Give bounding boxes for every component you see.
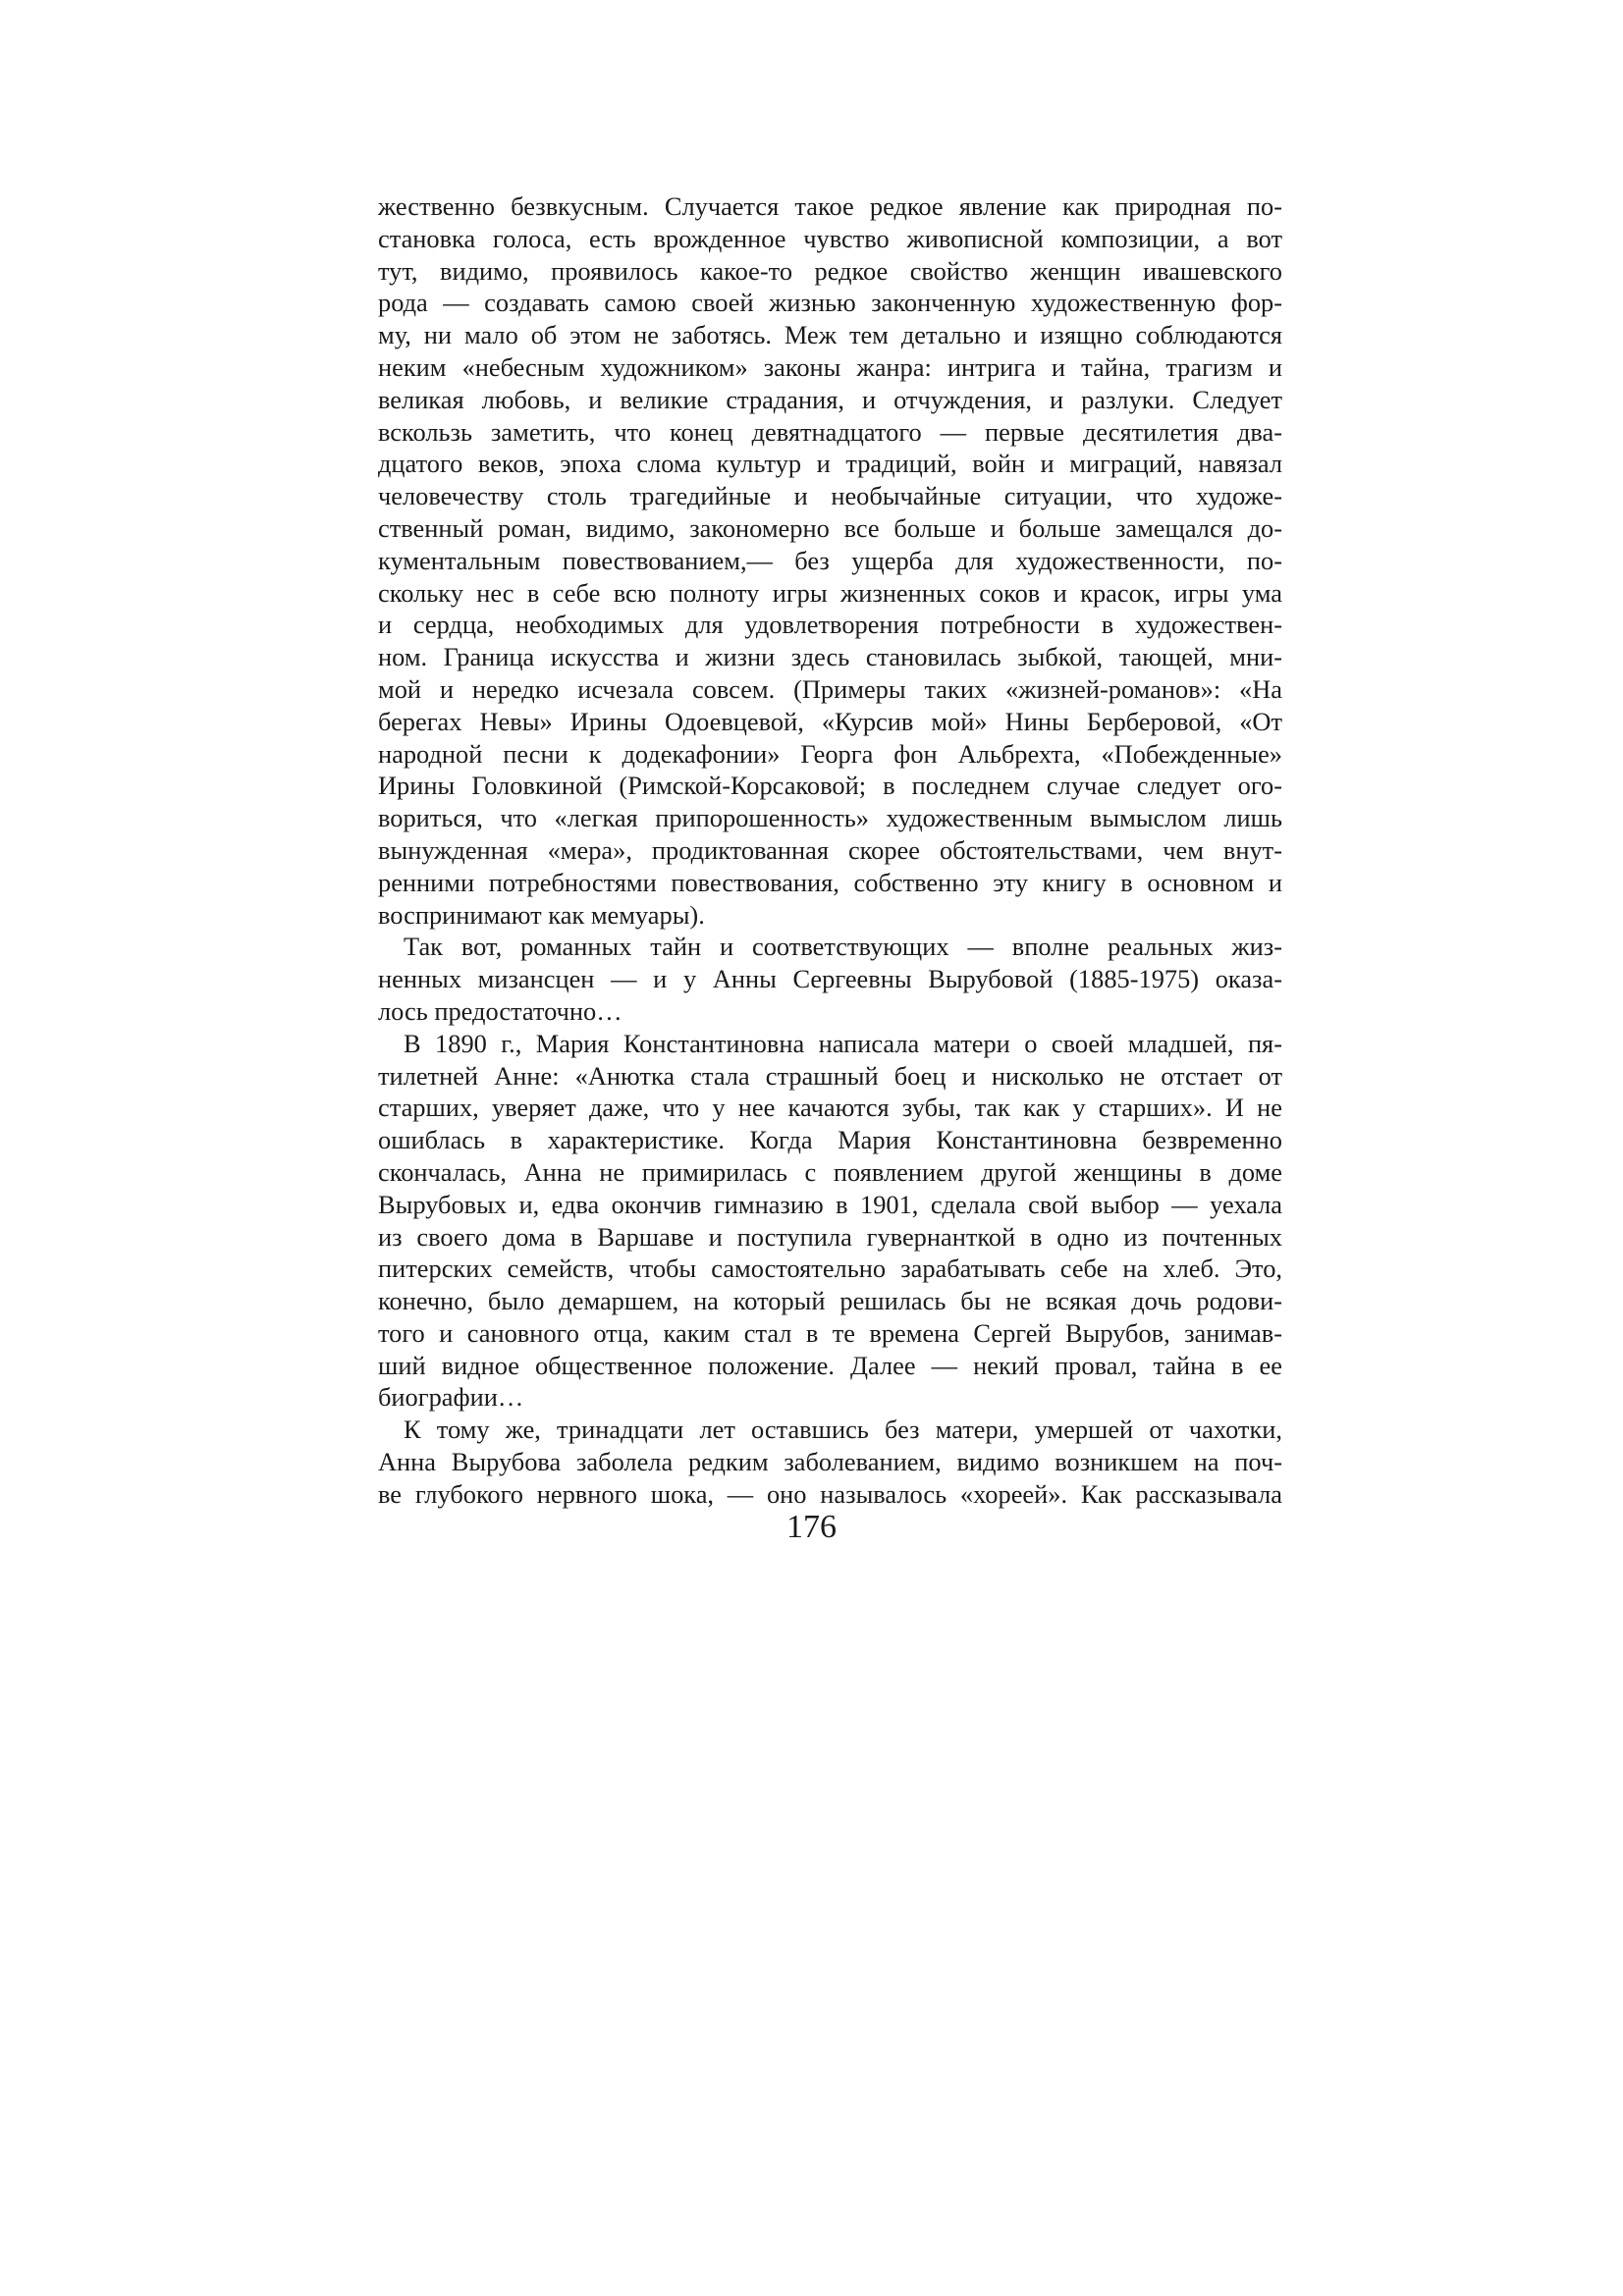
text-line: рода — создавать самою своей жизнью законченную художественную фор- (378, 288, 1282, 318)
body-text (378, 190, 1282, 1511)
text-line: того и сановного отца, каким стал в те времена Сергей Вырубов, занимав- (378, 1317, 1282, 1348)
text-line: великая любовь, и великие страдания, и отчуждения, и разлуки. Следует (378, 384, 1282, 414)
text-line: жественно безвкусным. Случается такое редкое явление как природная по- (378, 191, 1282, 221)
text-line: ший видное общественное положение. Далее — некий провал, тайна в ее (378, 1350, 1282, 1380)
text-line: из своего дома в Варшаве и поступила гувернанткой в одно из почтенных (378, 1221, 1282, 1252)
paragraph (378, 931, 1282, 1027)
text-line: Вырубовых и, едва окончив гимназию в 1901, сделала свой выбор — уехала (378, 1189, 1282, 1219)
text-line: скончалась, Анна не примирилась с появлением другой женщины в доме (378, 1156, 1282, 1187)
paragraph (378, 1414, 1282, 1510)
text-line: В 1890 г., Мария Константиновна написала матери о своей младшей, пя- (404, 1028, 1282, 1058)
text-line: неким «небесным художником» законы жанра: интрига и тайна, трагизм и (378, 351, 1282, 382)
text-line: кументальным повествованием,— без ущерба для художественности, по- (378, 545, 1282, 575)
text-line: Ирины Головкиной (Римской-Корсаковой; в последнем случае следует ого- (378, 771, 1282, 801)
text-line: ном. Граница искусства и жизни здесь становилась зыбкой, тающей, мни- (378, 642, 1282, 672)
text-line: ственный роман, видимо, закономерно все больше и больше замещался до- (378, 512, 1282, 543)
paragraph (378, 190, 1282, 931)
text-line: дцатого веков, эпоха слома культур и традиций, войн и миграций, навязал (378, 449, 1282, 479)
text-line: человечеству столь трагедийные и необычайные ситуации, что художе- (378, 481, 1282, 511)
text-line: воспринимают как мемуары). (378, 899, 705, 930)
text-line: Так вот, романных тайн и соответствующих — вполне реальных жиз- (404, 932, 1282, 962)
text-line: конечно, было демаршем, на который решилась бы не всякая дочь родови- (378, 1286, 1282, 1316)
text-line: и сердца, необходимых для удовлетворения потребности в художествен- (378, 610, 1282, 640)
text-line: старших, уверяет даже, что у нее качаются зубы, так как у старших». И не (378, 1093, 1282, 1123)
page-number: 176 (786, 1509, 837, 1545)
text-line: лось предостаточно… (378, 995, 622, 1026)
text-line: му, ни мало об этом не заботясь. Меж тем детально и изящно соблюдаются (378, 320, 1282, 350)
text-line: биографии… (378, 1382, 524, 1413)
text-line: вскользь заметить, что конец девятнадцатого — первые десятилетия два- (378, 416, 1282, 447)
text-line: тут, видимо, проявилось какое-то редкое свойство женщин ивашевского (378, 255, 1282, 286)
text-line: ренними потребностями повествования, собственно эту книгу в основном и (378, 867, 1282, 897)
text-line: мой и нередко исчезала совсем. (Примеры таких «жизней-романов»: «На (378, 673, 1282, 704)
text-line: вориться, что «легкая припорошенность» художественным вымыслом лишь (378, 803, 1282, 833)
text-line: К тому же, тринадцати лет оставшись без матери, умершей от чахотки, (404, 1415, 1282, 1445)
text-line: становка голоса, есть врожденное чувство живописной композиции, а вот (378, 223, 1282, 253)
paragraph (378, 1028, 1282, 1415)
text-line: Анна Вырубова заболела редким заболеванием, видимо возникшем на поч- (378, 1447, 1282, 1477)
text-line: вынужденная «мера», продиктованная скорее обстоятельствами, чем внут- (378, 834, 1282, 865)
text-line: народной песни к додекафонии» Георга фон Альбрехта, «Побежденные» (378, 738, 1282, 769)
text-line: берегах Невы» Ирины Одоевцевой, «Курсив мой» Нины Берберовой, «От (378, 706, 1282, 736)
text-line: питерских семейств, чтобы самостоятельно зарабатывать себе на хлеб. Это, (378, 1254, 1282, 1284)
text-line: тилетней Анне: «Анютка стала страшный боец и нисколько не отстает от (378, 1060, 1282, 1091)
text-line: ненных мизансцен — и у Анны Сергеевны Вырубовой (1885-1975) оказа- (378, 964, 1282, 994)
text-line: ошиблась в характеристике. Когда Мария Константиновна безвременно (378, 1125, 1282, 1155)
text-line: скольку нес в себе всю полноту игры жизненных соков и красок, игры ума (378, 577, 1282, 608)
text-line: ве глубокого нервного шока, — оно называлось «хореей». Как рассказывала (378, 1478, 1282, 1509)
